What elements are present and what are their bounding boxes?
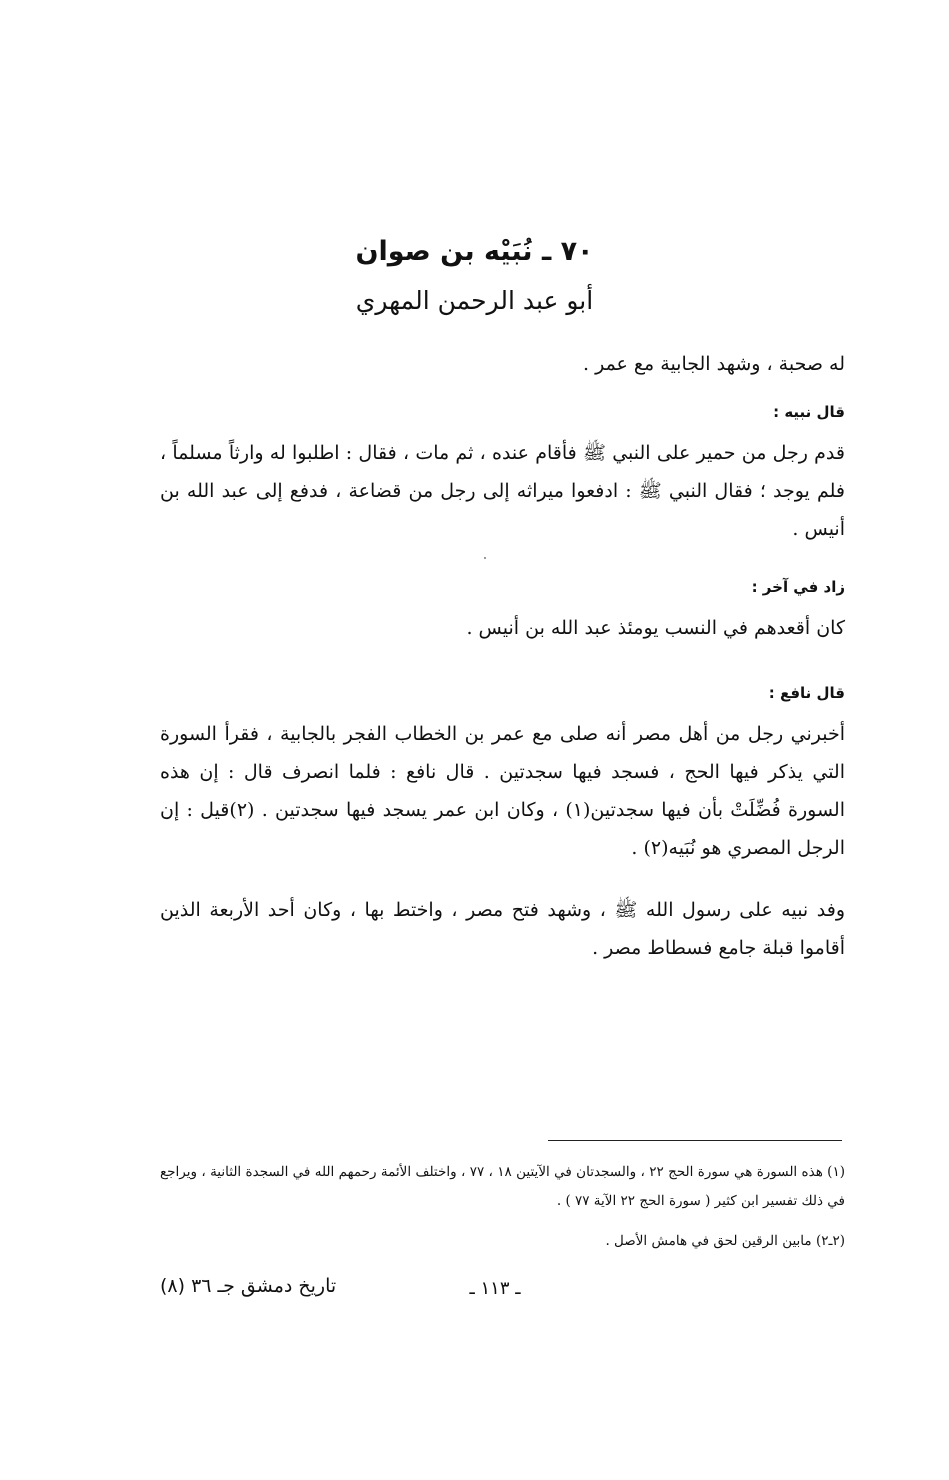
entry-title: ٧٠ ـ نُبَيْه بن صوان bbox=[355, 236, 594, 267]
running-title: تاريخ دمشق جـ ٣٦ (٨) bbox=[160, 1275, 337, 1297]
paragraph: كان أقعدهم في النسب يومئذ عبد الله بن أنيس . bbox=[466, 617, 845, 639]
section-label: زاد في آخر : bbox=[751, 578, 845, 596]
section-label: قال نافع : bbox=[768, 684, 845, 702]
section-label: قال نبيه : bbox=[773, 403, 845, 421]
page-number: ـ ١١٣ ـ bbox=[469, 1278, 521, 1299]
entry-subtitle: أبو عبد الرحمن المهري bbox=[355, 286, 594, 315]
speck bbox=[484, 557, 486, 559]
paragraph: أخبرني رجل من أهل مصر أنه صلى مع عمر بن الخطاب الفجر بالجابية ، فقرأ السورة التي يذكر فيها الحج ، فسجد فيها سجدتين . قال نافع : فلما انصرف قال : إن هذه السورة فُضِّلَتْ بأن فيها سجدتين(١) ، وكان ابن عمر يسجد فيها سجدتين . (٢)قيل : إن الرجل المصري هو نُبَيه(٢) . bbox=[160, 723, 845, 859]
footnote-separator bbox=[548, 1140, 842, 1141]
paragraph: قدم رجل من حمير على النبي ﷺ فأقام عنده ، ثم مات ، فقال : اطلبوا له وارثاً مسلماً ، فلم يوجد ؛ فقال النبي ﷺ : ادفعوا ميراثه إلى رجل من قضاعة ، فدفع إلى عبد الله بن أنيس . bbox=[160, 442, 845, 540]
paragraph: وفد نبيه على رسول الله ﷺ ، وشهد فتح مصر ، واختط بها ، وكان أحد الأربعة الذين أقاموا قبلة جامع فسطاط مصر . bbox=[160, 899, 845, 959]
intro-line: له صحبة ، وشهد الجابية مع عمر . bbox=[583, 353, 845, 375]
footnote: (١) هذه السورة هي سورة الحج ٢٢ ، والسجدتان في الآيتين ١٨ ، ٧٧ ، واختلف الأئمة رحمهم الله في السجدة الثانية ، ويراجع في ذلك تفسير ابن كثير ( سورة الحج ٢٢ الآية ٧٧ ) . bbox=[160, 1164, 845, 1209]
footnote: (٢ـ٢) مابين الرقين لحق في هامش الأصل . bbox=[605, 1233, 845, 1249]
